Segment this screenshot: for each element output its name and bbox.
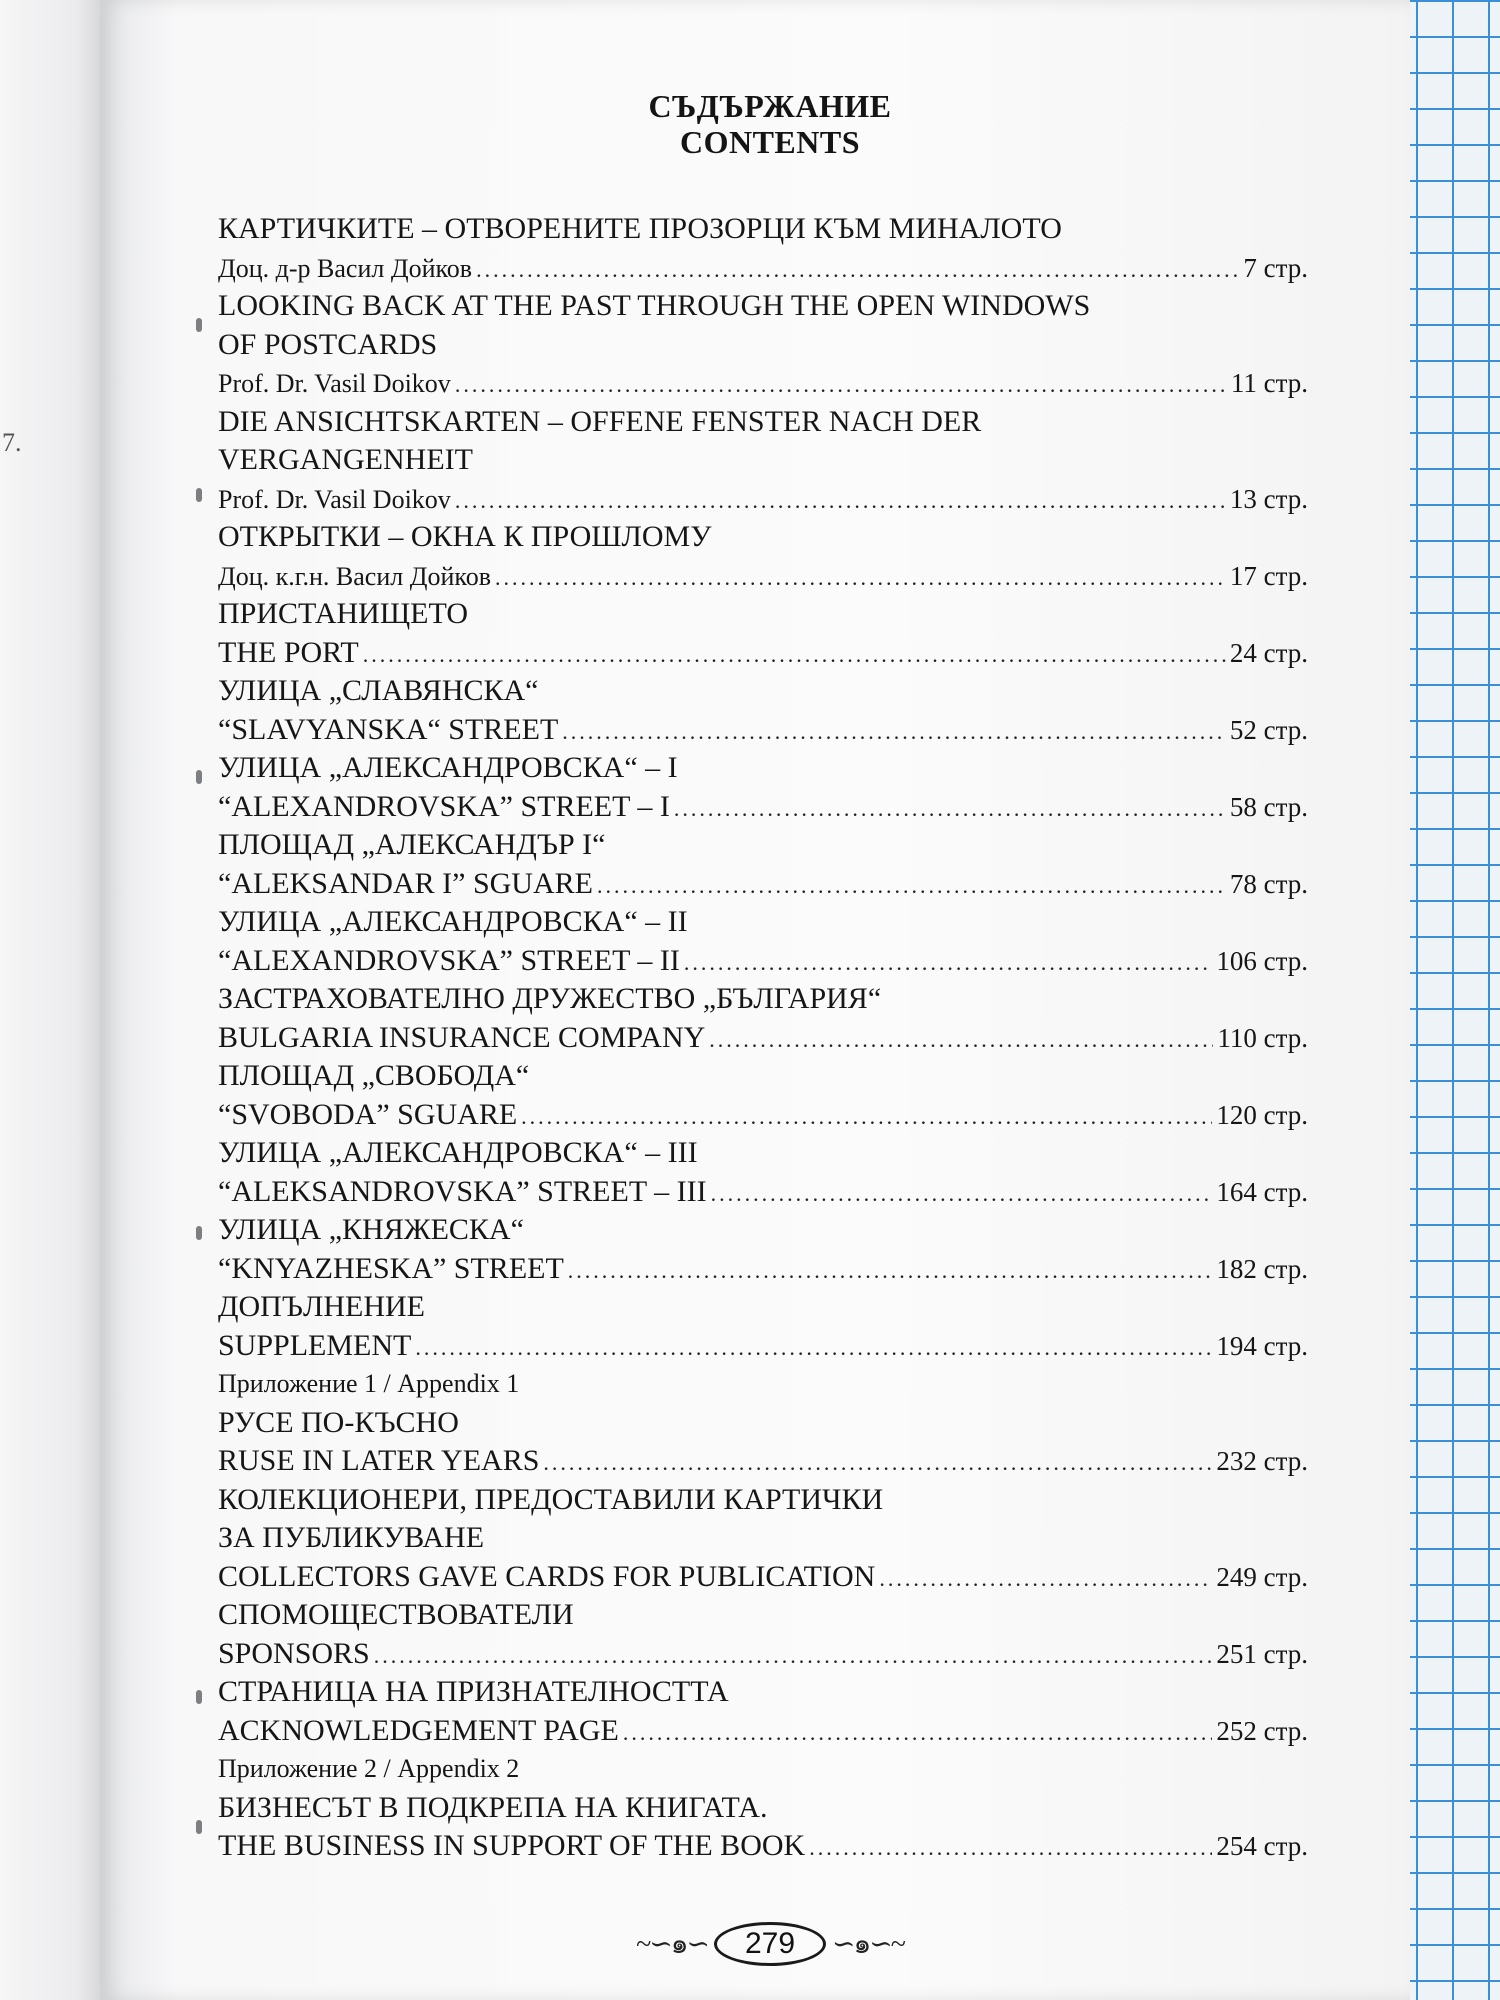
- dot-leader: [809, 1829, 1212, 1868]
- right-flourish-icon: ∽๑∽~: [832, 1929, 904, 1960]
- toc-line: [218, 518, 1308, 557]
- toc-entry-text: “ALEXANDROVSKA” STREET – I: [218, 789, 670, 823]
- toc-line: [218, 634, 1308, 673]
- dot-leader: [363, 636, 1226, 675]
- toc-page-ref: 52 стр.: [1229, 714, 1308, 745]
- toc-entry-text: УЛИЦА „АЛЕКСАНДРОВСКА“ – II: [218, 905, 688, 938]
- table-of-contents: [218, 210, 1308, 1866]
- toc-entry-text: “SLAVYANSKA“ STREET: [218, 712, 559, 746]
- toc-line: [218, 557, 1308, 596]
- toc-page-ref: 17 стр.: [1229, 560, 1308, 591]
- toc-line: [218, 1519, 1308, 1558]
- toc-line: [218, 326, 1308, 365]
- toc-line: [218, 865, 1308, 904]
- dot-leader: [495, 559, 1226, 598]
- toc-entry-text: ЗАСТРАХОВАТЕЛНО ДРУЖЕСТВО „БЪЛГАРИЯ“: [218, 982, 882, 1015]
- toc-page-ref: 24 стр.: [1229, 637, 1308, 668]
- binding-stitch: [196, 1820, 202, 1834]
- toc-entry-text: ACKNOWLEDGEMENT PAGE: [218, 1713, 619, 1747]
- toc-line: [218, 210, 1308, 249]
- dot-leader: [521, 1098, 1212, 1137]
- binding-stitch: [196, 488, 202, 502]
- toc-line: [218, 1211, 1308, 1250]
- toc-entry-text: “ALEXANDROVSKA” STREET – II: [218, 943, 680, 977]
- toc-entry-text: Доц. к.г.н. Васил Дойков: [218, 561, 491, 591]
- toc-entry-text: Приложение 1 / Appendix 1: [218, 1369, 520, 1398]
- toc-entry-text: УЛИЦА „АЛЕКСАНДРОВСКА“ – I: [218, 751, 678, 784]
- toc-line: [218, 1250, 1308, 1289]
- dot-leader: [476, 251, 1239, 290]
- toc-line: [218, 1019, 1308, 1058]
- toc-entry-text: УЛИЦА „СЛАВЯНСКА“: [218, 674, 539, 707]
- toc-line: [218, 249, 1308, 288]
- left-page-mark: 7.: [2, 428, 22, 457]
- left-flourish-icon: ~∽๑∽: [636, 1929, 708, 1960]
- toc-page-ref: 194 стр.: [1216, 1330, 1308, 1361]
- toc-entry-text: СПОМОЩЕСТВОВАТЕЛИ: [218, 1598, 574, 1631]
- toc-line: [218, 711, 1308, 750]
- heading-english: CONTENTS: [679, 124, 861, 160]
- toc-page-ref: 58 стр.: [1229, 791, 1308, 822]
- binding-stitch: [196, 1690, 202, 1704]
- toc-page-ref: 251 стр.: [1216, 1638, 1308, 1669]
- toc-line: [218, 1789, 1308, 1828]
- toc-entry-text: СТРАНИЦА НА ПРИЗНАТЕЛНОСТТА: [218, 1675, 729, 1708]
- dot-leader: [684, 944, 1212, 983]
- toc-page-ref: 164 стр.: [1216, 1176, 1308, 1207]
- heading-bulgarian: СЪДЪРЖАНИЕ: [648, 88, 892, 124]
- toc-line: [218, 788, 1308, 827]
- toc-page-ref: 232 стр.: [1216, 1446, 1308, 1476]
- toc-page-ref: 254 стр.: [1216, 1831, 1308, 1861]
- toc-line: [218, 1327, 1308, 1366]
- dot-leader: [623, 1714, 1213, 1753]
- toc-page-ref: 120 стр.: [1216, 1099, 1308, 1130]
- toc-page-ref: 106 стр.: [1216, 945, 1308, 976]
- toc-appendix-label: [218, 1365, 1308, 1404]
- toc-line: [218, 1481, 1308, 1520]
- toc-entry-text: ПРИСТАНИЩЕТО: [218, 597, 469, 630]
- page-footer: [100, 1922, 1440, 1966]
- toc-entry-text: COLLECTORS GAVE CARDS FOR PUBLICATION: [218, 1559, 876, 1593]
- toc-entry-text: LOOKING BACK AT THE PAST THROUGH THE OPEN WINDOWS: [218, 289, 1091, 322]
- toc-entry-text: “ALEKSANDROVSKA” STREET – III: [218, 1174, 707, 1208]
- dot-leader: [674, 790, 1226, 829]
- toc-entry-text: РУСЕ ПО-КЪСНО: [218, 1405, 459, 1439]
- toc-entry-text: УЛИЦА „АЛЕКСАНДРОВСКА“ – III: [218, 1136, 698, 1169]
- toc-line: [218, 403, 1308, 442]
- toc-line: [218, 1596, 1308, 1635]
- toc-page-ref: 182 стр.: [1216, 1253, 1308, 1284]
- toc-line: [218, 749, 1308, 788]
- dot-leader: [568, 1252, 1213, 1291]
- toc-line: [218, 980, 1308, 1019]
- toc-entry-text: DIE ANSICHTSKARTEN – OFFENE FENSTER NACH DER: [218, 404, 982, 438]
- toc-line: [218, 441, 1308, 480]
- dot-leader: [879, 1560, 1212, 1599]
- binding-stitch: [196, 1226, 202, 1240]
- toc-entry-text: OF POSTCARDS: [218, 327, 438, 361]
- toc-entry-text: Prof. Dr. Vasil Doikov: [218, 369, 451, 398]
- toc-line: [218, 287, 1308, 326]
- toc-page-ref: 7 стр.: [1243, 252, 1308, 283]
- toc-page-ref: 110 стр.: [1217, 1022, 1308, 1053]
- toc-entry-text: SUPPLEMENT: [218, 1328, 412, 1362]
- toc-entry-text: “SVOBODA” SGUARE: [218, 1097, 518, 1131]
- page-number: 279: [714, 1922, 826, 1966]
- toc-line: [218, 1288, 1308, 1327]
- toc-line: [218, 672, 1308, 711]
- left-facing-page: [0, 0, 110, 2000]
- binding-stitch: [196, 770, 202, 784]
- toc-page-ref: 78 стр.: [1229, 868, 1308, 899]
- toc-entry-text: VERGANGENHEIT: [218, 443, 473, 476]
- toc-entry-text: ПЛОЩАД „СВОБОДА“: [218, 1059, 530, 1092]
- toc-line: [218, 1635, 1308, 1674]
- dot-leader: [709, 1021, 1213, 1060]
- toc-entry-text: УЛИЦА „КНЯЖЕСКА“: [218, 1213, 524, 1246]
- toc-line: [218, 942, 1308, 981]
- toc-line: [218, 1673, 1308, 1712]
- toc-page-ref: 252 стр.: [1216, 1715, 1308, 1746]
- toc-page-ref: 13 стр.: [1229, 483, 1308, 514]
- dot-leader: [711, 1175, 1213, 1214]
- dot-leader: [543, 1444, 1212, 1483]
- toc-line: [218, 1173, 1308, 1212]
- toc-line: [218, 1057, 1308, 1096]
- toc-entry-text: ДОПЪЛНЕНИЕ: [218, 1290, 425, 1323]
- toc-entry-text: Приложение 2 / Appendix 2: [218, 1754, 520, 1783]
- page-number-ornament: [636, 1922, 904, 1966]
- toc-line: [218, 826, 1308, 865]
- toc-appendix-label: [218, 1750, 1308, 1789]
- toc-entry-text: SPONSORS: [218, 1636, 370, 1670]
- dot-leader: [455, 482, 1226, 521]
- toc-entry-text: КОЛЕКЦИОНЕРИ, ПРЕДОСТАВИЛИ КАРТИЧКИ: [218, 1482, 884, 1516]
- contents-heading: [100, 88, 1440, 160]
- toc-entry-text: RUSE IN LATER YEARS: [218, 1444, 540, 1477]
- toc-line: [218, 1134, 1308, 1173]
- toc-entry-text: Prof. Dr. Vasil Doikov: [218, 484, 451, 514]
- binding-stitch: [196, 318, 202, 332]
- dot-leader: [562, 713, 1226, 752]
- toc-entry-text: КАРТИЧКИТЕ – ОТВОРЕНИТЕ ПРОЗОРЦИ КЪМ МИНАЛОТО: [218, 212, 1062, 245]
- toc-line: [218, 480, 1308, 519]
- dot-leader: [415, 1329, 1212, 1368]
- toc-entry-text: “ALEKSANDAR I” SGUARE: [218, 866, 593, 900]
- toc-entry-text: ПЛОЩАД „АЛЕКСАНДЪР I“: [218, 828, 606, 861]
- dot-leader: [374, 1637, 1213, 1676]
- toc-page-ref: 11 стр.: [1230, 368, 1308, 398]
- toc-entry-text: ОТКРЫТКИ – ОКНА К ПРОШЛОМУ: [218, 520, 712, 553]
- contents-page: [100, 0, 1410, 2000]
- toc-line: [218, 595, 1308, 634]
- dot-leader: [455, 366, 1227, 405]
- toc-line: [218, 1827, 1308, 1866]
- toc-line: [218, 1404, 1308, 1443]
- toc-line: [218, 364, 1308, 403]
- toc-entry-text: Доц. д-р Васил Дойков: [218, 253, 473, 283]
- dot-leader: [597, 867, 1226, 906]
- toc-entry-text: “KNYAZHESKA” STREET: [218, 1251, 564, 1285]
- toc-line: [218, 1558, 1308, 1597]
- toc-line: [218, 1712, 1308, 1751]
- toc-page-ref: 249 стр.: [1216, 1561, 1308, 1592]
- toc-entry-text: BULGARIA INSURANCE COMPANY: [218, 1020, 706, 1054]
- toc-entry-text: THE BUSINESS IN SUPPORT OF THE BOOK: [218, 1829, 806, 1862]
- toc-line: [218, 1442, 1308, 1481]
- toc-entry-text: ЗА ПУБЛИКУВАНЕ: [218, 1521, 485, 1554]
- toc-line: [218, 903, 1308, 942]
- toc-entry-text: БИЗНЕСЪТ В ПОДКРЕПА НА КНИГАТА.: [218, 1790, 768, 1824]
- toc-line: [218, 1096, 1308, 1135]
- toc-entry-text: THE PORT: [218, 635, 359, 669]
